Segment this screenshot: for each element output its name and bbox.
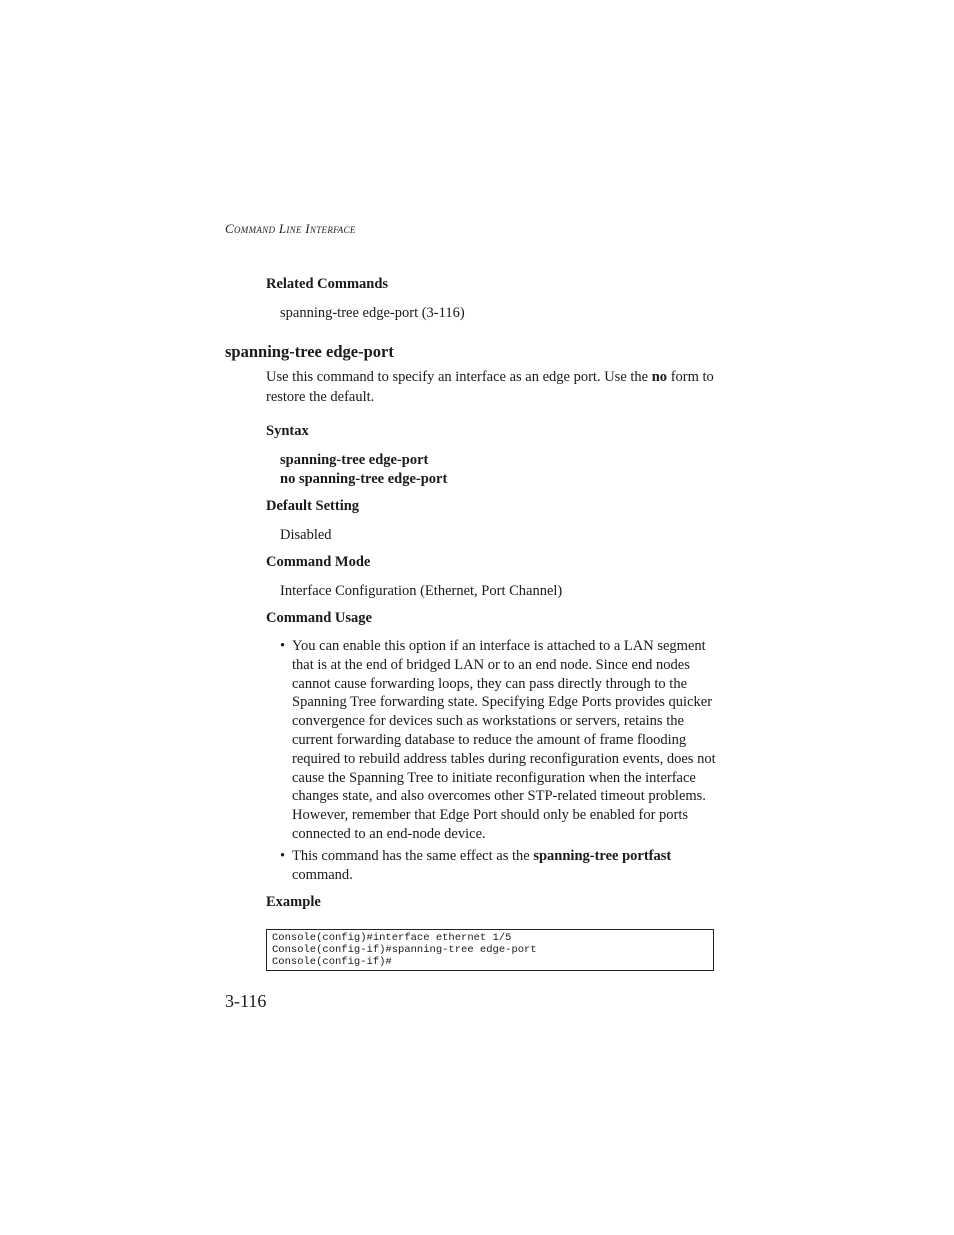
code-line: Console(config-if)#spanning-tree edge-port [272,944,537,956]
command-title: spanning-tree edge-port [225,342,394,361]
running-header: Command Line Interface [225,221,356,236]
syntax-line: spanning-tree edge-port [280,452,429,468]
list-item [280,847,720,885]
intro-text-end: form to restore the default. [266,369,714,405]
intro-text: Use this command to specify an interface as an edge port. Use the [266,369,652,385]
example-code-box [266,929,714,971]
syntax-heading: Syntax [266,423,309,439]
related-commands-heading: Related Commands [266,276,389,292]
syntax-line-no: no spanning-tree edge-port [280,471,448,487]
usage-bullet-text: This command has the same effect as the [292,847,534,864]
command-mode-heading: Command Mode [266,554,371,570]
intro-bold-no: no [651,369,668,385]
command-usage-heading: Command Usage [266,610,372,626]
usage-bullet-list [280,637,720,887]
usage-bullet-bold: spanning-tree portfast [533,847,672,864]
code-line: Console(config)#interface ethernet 1/5 [272,932,512,944]
default-setting-value: Disabled [280,527,332,543]
related-command-item: spanning-tree edge-port (3-116) [280,305,465,321]
code-line: Console(config-if)# [272,956,392,968]
command-description [266,368,721,407]
usage-bullet-text: You can enable this option if an interface is attached to a LAN segment that is at the end of bridged LAN or to an end node. Since end nodes cannot cause forwarding loops, they can pass directly through to the Spanning Tree forwarding state. Specifying Edge Ports provides quicker convergence for devices such as workstations or servers, retains the current forwarding database to reduce the amount of frame flooding required to rebuild address tables during reconfiguration events, does not cause the Spanning Tree to initiate reconfiguration when the interface changes state, and also overcomes other STP-related timeout problems. However, remember that Edge Port should only be enabled for ports connected to an end-node device. [292,638,716,842]
bullet-marker: • [280,847,286,864]
default-setting-heading: Default Setting [266,498,360,514]
page-number: 3-116 [225,991,267,1011]
example-heading: Example [266,894,321,910]
list-item [280,637,720,844]
bullet-marker: • [280,638,286,654]
syntax-block [280,451,447,489]
usage-bullet-text-end: command. [292,866,353,883]
command-mode-value: Interface Configuration (Ethernet, Port Channel) [280,583,563,599]
